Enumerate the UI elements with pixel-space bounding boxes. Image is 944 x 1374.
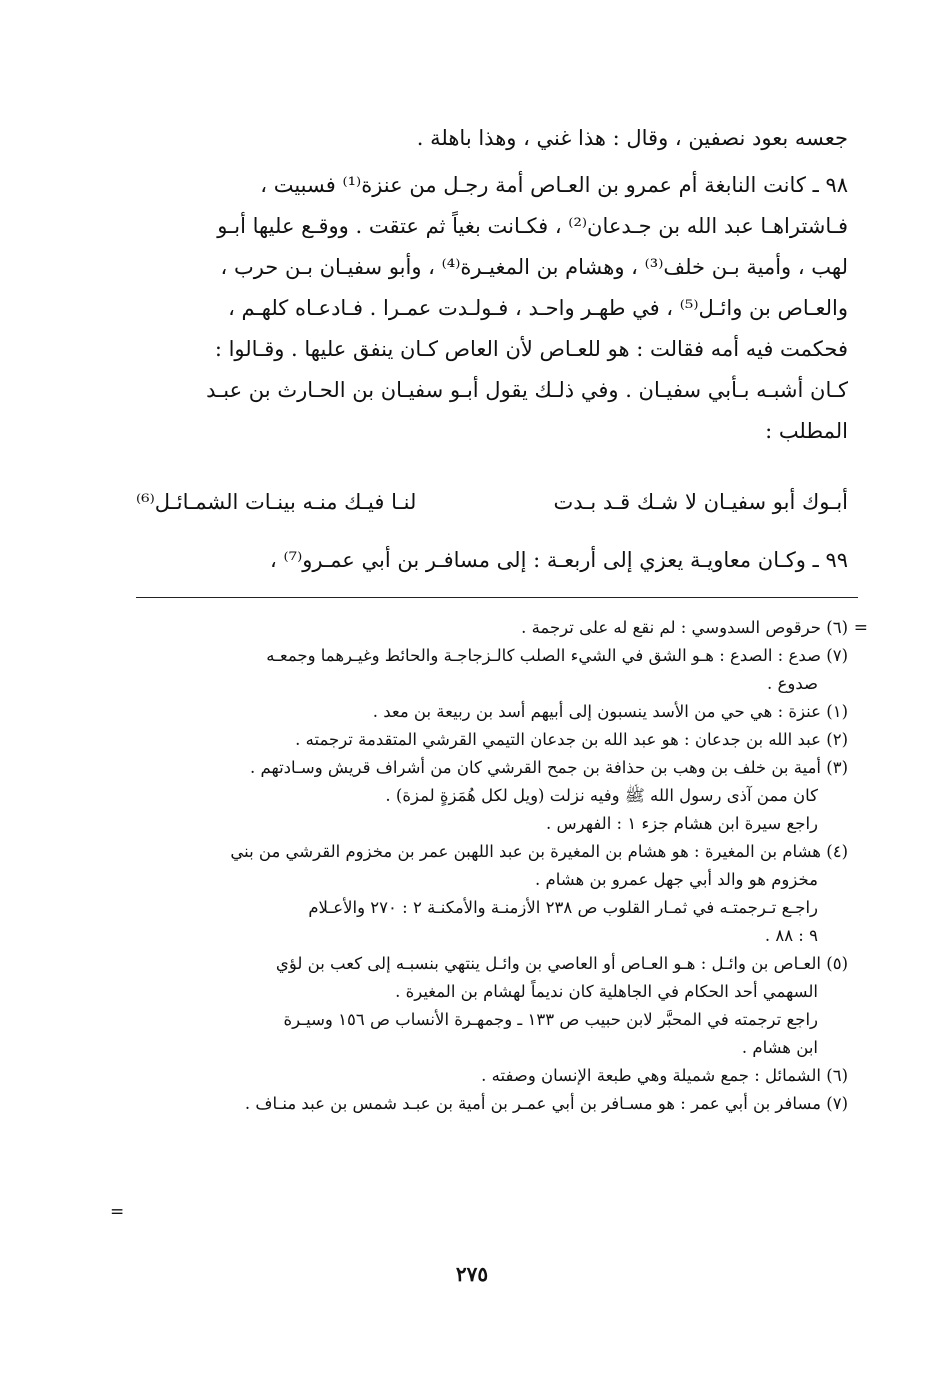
footnote-line: راجـع تـرجمتـه في ثمـار القلوب ص ٢٣٨ الأزمنـة والأمكنـة ٢ : ٢٧٠ والأعـلام (308, 898, 818, 917)
footnote-line: (٣) أمية بن خلف بن وهب بن حذافة بن جمح القرشي كان من أشراف قريش وسـادتهم . (250, 758, 848, 777)
body-line: كـان أشبـه بـأبي سفيـان . وفي ذلـك يقول أبـو سفيـان بن الحـارث بن عبـد (206, 378, 848, 402)
footnote-line: راجع ترجمته في المحبَّر لابن حبيب ص ١٣٣ ـ وجمهـرة الأنساب ص ١٥٦ وسيـرة (283, 1010, 818, 1029)
page-number: ٢٧٥ (455, 1262, 489, 1286)
footnote-line: (١) عنزة : هي حي من الأسد ينسبون إلى أبيهم أسد بن ربيعة بن معد . (372, 702, 848, 721)
body-line: جعسه بعود نصفين ، وقال : هذا غني ، وهذا باهلة . (416, 126, 848, 150)
footnote-line: (٧) مسافر بن أبي عمر : هو مسـافر بن أبي عمـر بن أمية بن عبـد شمس بن عبد منـاف . (244, 1094, 848, 1113)
body-line: ٩٩ ـ وكـان معاويـة يعزي إلى أربعـة : إلى مسافـر بن أبي عمـرو⁽⁷⁾ ، (270, 548, 848, 572)
footnote-line: كان ممن آذى رسول الله ﷺ وفيه نزلت (ويل لكل هُمَزةٍ لمزة) . (385, 786, 818, 805)
paragraph-99 (144, 540, 848, 581)
footnote-line: مخزوم هو والد أبي جهل عمرو بن هشام . (535, 870, 818, 889)
footnote-separator (136, 597, 858, 598)
body-line: فـاشتراهـا عبد الله بن جـدعان⁽²⁾ ، فكـانت بغياً ثم عتقت . ووقـع عليها أبـو (217, 214, 848, 238)
body-line: فحكمت فيه أمه فقالت : هو للعـاص لأن العاص كـان ينفق عليها . وقـالوا : (214, 337, 848, 361)
footnotes (108, 614, 848, 1118)
verse-hemistich-first: أبـوك أبو سفيـان لا شـك قـد بـدت (553, 490, 848, 514)
footnote-line: (٥) العـاص بن وائـل : هـو العـاص أو العاصي بن وائـل ينتهي بنسبـه إلى كعب بن لؤي (275, 954, 848, 973)
continuation-mark-top: = (853, 618, 868, 638)
poem-verse (136, 480, 848, 524)
body-line: ٩٨ ـ كانت النابغة أم عمرو بن العـاص أمة رجـل من عنزة⁽¹⁾ فسبيت ، (260, 173, 848, 197)
body-line: المطلب : (765, 419, 848, 443)
body-line: لهب ، وأمية بـن خلف⁽³⁾ ، وهشام بن المغيـرة⁽⁴⁾ ، وأبو سفيـان بـن حرب ، (220, 255, 848, 279)
body-line: والعـاص بن وائـل⁽⁵⁾ ، في طهـر واحـد ، فـولـدت عمـرا . فـادعـاه كلهـم ، (228, 296, 848, 320)
footnote-line: (٦) الشمائل : جمع شميلة وهي طبعة الإنسان وصفته . (481, 1066, 848, 1085)
footnote-line: (٢) عبد الله بن جدعان : هو عبد الله بن جدعان التيمي القرشي المتقدمة ترجمته . (295, 730, 848, 749)
continuation-mark-bottom: = (110, 1202, 125, 1222)
footnote-line: (٧) صدع : الصدع : هـو الشق في الشيء الصلب كالـزجاجـة والحائط وغيـرهما وجمعـه (266, 646, 848, 665)
footnote-line: ٩ : ٨٨ . (764, 926, 818, 945)
main-text-block (144, 118, 848, 452)
verse-hemistich-second: لنـا فيـك منـه بينـات الشمـائـل⁽⁶⁾ (136, 490, 417, 514)
footnote-line: السهمي أحد الحكام في الجاهلية كان نديماً لهشام بن المغيرة . (395, 982, 818, 1001)
footnote-line: صدوع . (767, 674, 818, 693)
footnote-line: (٦) حرقوص السدوسي : لم نقع له على ترجمة . (521, 618, 848, 637)
footnote-line: ابن هشام . (741, 1038, 818, 1057)
footnote-line: (٤) هشام بن المغيرة : هو هشام بن المغيرة بن عبد اللهبن عمر بن مخزوم القرشي من بني (230, 842, 848, 861)
footnote-line: راجع سيرة ابن هشام جزء ١ : الفهرس . (545, 814, 818, 833)
